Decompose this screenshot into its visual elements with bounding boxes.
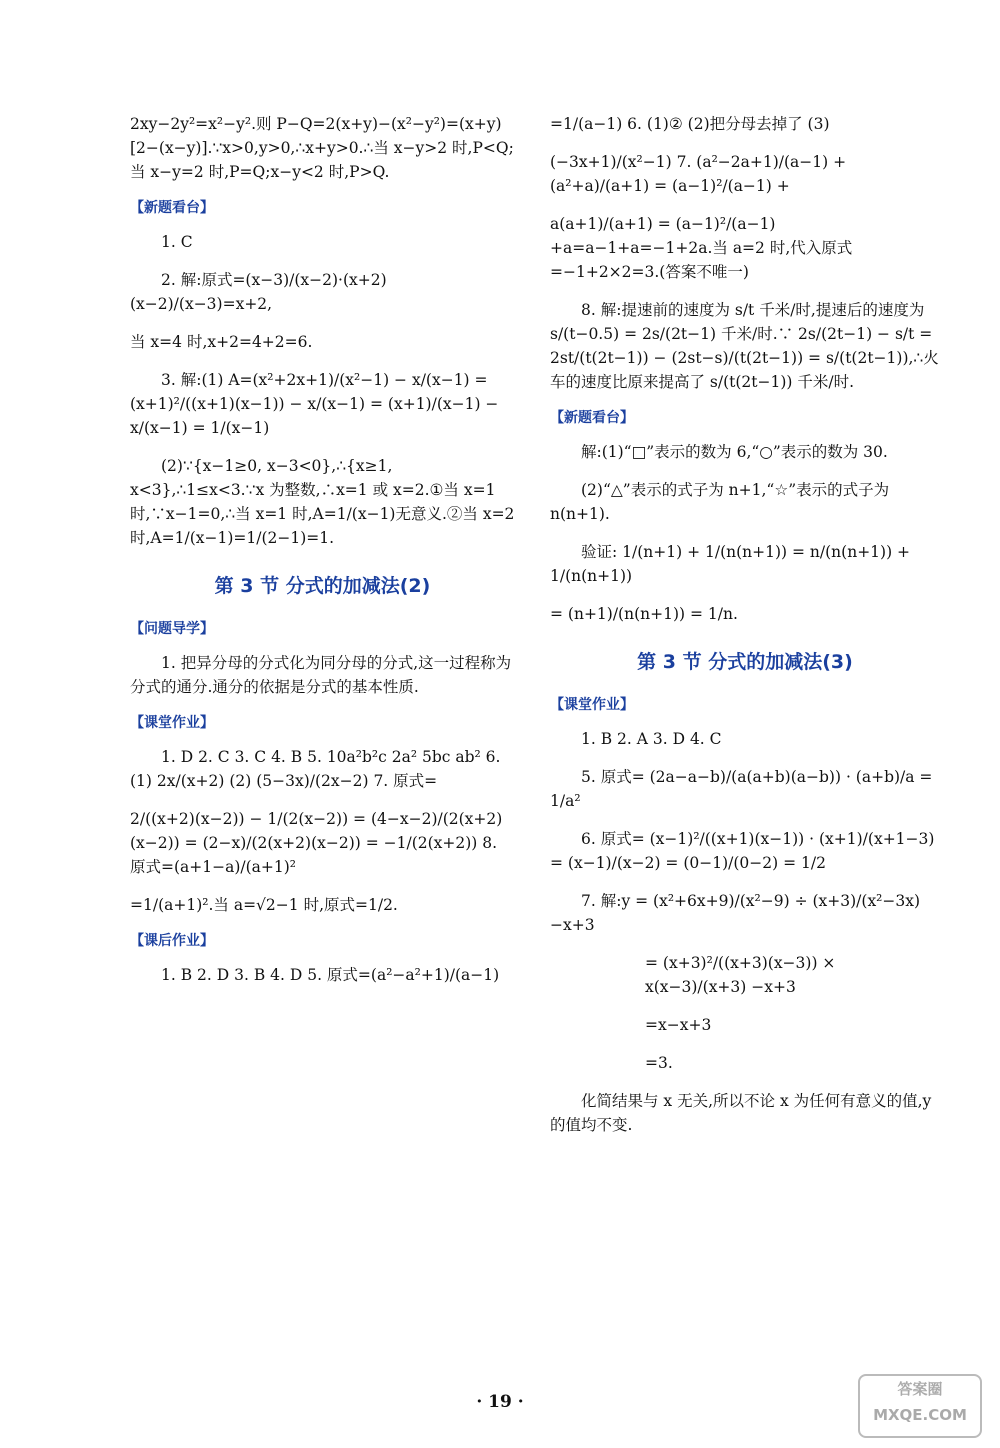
right-column <box>550 112 940 1151</box>
classwork-6: 6. 原式= (x−1)²/((x+1)(x−1)) · (x+1)/(x+1−3) = (x−1)/(x−2) = (0−1)/(0−2) = 1/2 <box>550 830 935 873</box>
watermark-logo <box>858 1374 982 1438</box>
section-title-3: 第 3 节 分式的加减法(3) <box>637 650 853 673</box>
page-number: · 19 · <box>476 1392 524 1412</box>
classwork-7d: =3. <box>645 1054 673 1073</box>
answer-3: 3. 解:(1) A=(x²+2x+1)/(x²−1) − x/(x−1) = (x+1)²/((x+1)(x−1)) − x/(x−1) = (x+1)/(x−1) − x/(x−1) = 1/(x−1) <box>130 370 499 437</box>
new-3: 验证: 1/(n+1) + 1/(n(n+1)) = n/(n(n+1)) + 1/(n(n+1)) <box>550 542 911 585</box>
tag-xinti-left: 【新题看台】 <box>130 200 214 217</box>
new-4: = (n+1)/(n(n+1)) = 1/n. <box>550 604 738 623</box>
ketang-2: 2/((x+2)(x−2)) − 1/(2(x−2)) = (4−x−2)/(2(x+2)(x−2)) = (2−x)/(2(x+2)(x−2)) = −1/(2(x+2)) 8. 原式=(a+1−a)/(a+1)² <box>130 809 503 876</box>
classwork-7b: = (x+3)²/((x+3)(x−3)) × x(x−3)/(x+3) −x+3 <box>645 954 836 997</box>
answer-2b: 当 x=4 时,x+2=4+2=6. <box>130 332 313 351</box>
new-2: (2)“△”表示的式子为 n+1,“☆”表示的式子为 n(n+1). <box>550 480 890 523</box>
question-1: 1. 把异分母的分式化为同分母的分式,这一过程称为分式的通分.通分的依据是分式的基本性质. <box>130 654 512 697</box>
right-r4: 8. 解:提速前的速度为 s/t 千米/时,提速后的速度为 s/(t−0.5) = 2s/(2t−1) 千米/时.∵ 2s/(2t−1) − s/t = 2st/(t(2t−1)) − (2st−s)/(t(2t−1)) = s/(t(2t−1)),∴火车的速度比原来提高了 s/(t(2t−1)) 千米/时. <box>550 301 939 392</box>
tag-kehou: 【课后作业】 <box>130 932 214 949</box>
right-r1: =1/(a−1) 6. (1)② (2)把分母去掉了 (3) <box>550 115 830 133</box>
classwork-7c: =x−x+3 <box>645 1016 712 1035</box>
left-p1: 2xy−2y²=x²−y².则 P−Q=2(x+y)−(x²−y²)=(x+y)[2−(x−y)].∵x>0,y>0,∴x+y>0.∴当 x−y>2 时,P<Q;当 x−y=2 时,P=Q;x−y<2 时,P>Q. <box>130 115 514 182</box>
answer-1: 1. C <box>161 232 193 251</box>
kehou-1: 1. B 2. D 3. B 4. D 5. 原式=(a²−a²+1)/(a−1) <box>161 965 500 984</box>
tag-ketang-right: 【课堂作业】 <box>550 697 634 714</box>
answer-3b: (2)∵{x−1≥0, x−3<0},∴{x≥1, x<3},∴1≤x<3.∵x 为整数,∴x=1 或 x=2.①当 x=1 时,∵x−1=0,∴当 x=1 时,A=1/(x−1)无意义.②当 x=2 时,A=1/(x−1)=1/(2−1)=1. <box>130 456 515 547</box>
classwork-5: 5. 原式= (2a−a−b)/(a(a+b)(a−b)) · (a+b)/a = 1/a² <box>550 768 933 811</box>
classwork-1: 1. B 2. A 3. D 4. C <box>581 730 722 749</box>
left-column <box>130 112 515 1001</box>
section-title-2: 第 3 节 分式的加减法(2) <box>214 574 431 597</box>
watermark-line1: 答案圈 <box>897 1380 943 1398</box>
classwork-7a: 7. 解:y = (x²+6x+9)/(x²−9) ÷ (x+3)/(x²−3x) −x+3 <box>550 892 921 935</box>
new-1: 解:(1)“□”表示的数为 6,“○”表示的数为 30. <box>581 442 888 461</box>
right-r2: (−3x+1)/(x²−1) 7. (a²−2a+1)/(a−1) + (a²+a)/(a+1) = (a−1)²/(a−1) + <box>550 153 847 196</box>
watermark-line2: MXQE.COM <box>873 1406 967 1424</box>
tag-wenti: 【问题导学】 <box>130 621 214 638</box>
ketang-1: 1. D 2. C 3. C 4. B 5. 10a²b²c 2a² 5bc ab² 6. (1) 2x/(x+2) (2) (5−3x)/(2x−2) 7. 原式= <box>130 747 501 790</box>
ketang-3: =1/(a+1)².当 a=√2−1 时,原式=1/2. <box>130 895 398 914</box>
right-r3: a(a+1)/(a+1) = (a−1)²/(a−1) +a=a−1+a=−1+2a.当 a=2 时,代入原式=−1+2×2=3.(答案不唯一) <box>550 215 853 282</box>
tag-xinti-right: 【新题看台】 <box>550 410 634 427</box>
answer-2: 2. 解:原式=(x−3)/(x−2)·(x+2)(x−2)/(x−3)=x+2, <box>130 270 387 313</box>
tag-ketang-left: 【课堂作业】 <box>130 715 214 732</box>
classwork-7e: 化简结果与 x 无关,所以不论 x 为任何有意义的值,y 的值均不变. <box>550 1092 932 1135</box>
